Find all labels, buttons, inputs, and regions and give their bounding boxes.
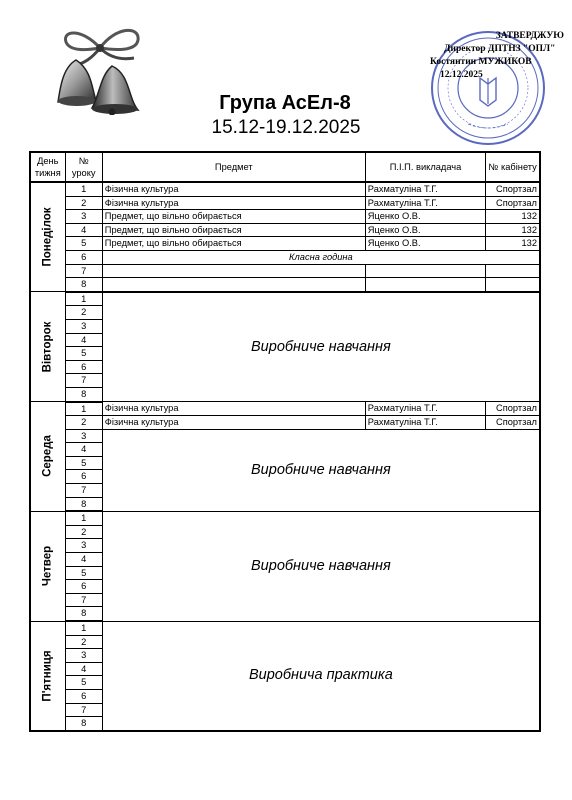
day-name: Середа <box>41 435 54 478</box>
group-title: Група АсЕл-8 <box>219 92 351 114</box>
day-cell <box>30 292 65 402</box>
date-range: 15.12-19.12.2025 <box>211 117 361 138</box>
lesson-number: 6 <box>65 689 102 703</box>
lesson-number: 1 <box>65 621 102 635</box>
table-row <box>30 250 540 264</box>
table-row <box>30 278 540 292</box>
block-activity-cell: Виробниче навчання <box>102 429 540 511</box>
lesson-number: 7 <box>65 703 102 717</box>
table-row <box>30 402 540 416</box>
table-row <box>30 264 540 278</box>
lesson-number: 8 <box>65 607 102 621</box>
table-row <box>30 237 540 251</box>
room-cell: 132 <box>486 223 540 237</box>
approval-block <box>426 30 568 82</box>
lesson-number: 7 <box>65 484 102 498</box>
room-cell: Спортзал <box>486 402 540 416</box>
lesson-number: 2 <box>65 196 102 210</box>
day-name: П'ятниця <box>41 650 54 702</box>
lesson-number: 6 <box>65 250 102 264</box>
room-cell: Спортзал <box>486 416 540 430</box>
lesson-number: 6 <box>65 360 102 374</box>
day-cell <box>30 402 65 512</box>
table-row <box>30 511 540 525</box>
teacher-cell: Рахматуліна Т.Г. <box>365 182 485 196</box>
lesson-number: 1 <box>65 292 102 306</box>
block-activity-cell: Виробниче навчання <box>102 292 540 402</box>
table-row <box>30 429 540 443</box>
subject-cell: Фізична культура <box>102 182 365 196</box>
lesson-number: 3 <box>65 649 102 663</box>
teacher-cell <box>365 264 485 278</box>
lesson-number: 4 <box>65 553 102 567</box>
lesson-number: 3 <box>65 539 102 553</box>
room-cell: 132 <box>486 210 540 224</box>
subject-cell: Предмет, що вільно обирається <box>102 223 365 237</box>
subject-cell: Фізична культура <box>102 196 365 210</box>
lesson-number: 8 <box>65 278 102 292</box>
table-row <box>30 292 540 306</box>
table-row <box>30 416 540 430</box>
lesson-number: 6 <box>65 580 102 594</box>
teacher-cell <box>365 278 485 292</box>
lesson-number: 2 <box>65 306 102 320</box>
lesson-number: 5 <box>65 237 102 251</box>
day-name: Понеділок <box>41 207 54 267</box>
lesson-number: 6 <box>65 470 102 484</box>
lesson-number: 5 <box>65 566 102 580</box>
subject-cell <box>102 264 365 278</box>
lesson-number: 1 <box>65 511 102 525</box>
table-row <box>30 223 540 237</box>
subject-cell: Фізична культура <box>102 416 365 430</box>
day-cell <box>30 621 65 731</box>
header-lesson: № уроку <box>65 152 102 182</box>
lesson-number: 2 <box>65 635 102 649</box>
day-name: Четвер <box>41 545 54 587</box>
lesson-number: 2 <box>65 416 102 430</box>
lesson-number: 1 <box>65 182 102 196</box>
approval-heading: ЗАТВЕРДЖУЮ <box>495 31 564 41</box>
room-cell <box>486 264 540 278</box>
table-row <box>30 182 540 196</box>
lesson-number: 8 <box>65 387 102 401</box>
table-row <box>30 196 540 210</box>
class-hour-cell: Класна година <box>102 250 540 264</box>
lesson-number: 3 <box>65 429 102 443</box>
subject-cell: Предмет, що вільно обирається <box>102 210 365 224</box>
header-subject: Предмет <box>102 152 365 182</box>
lesson-number: 4 <box>65 443 102 457</box>
lesson-number: 5 <box>65 347 102 361</box>
teacher-cell: Рахматуліна Т.Г. <box>365 196 485 210</box>
schedule-table <box>29 151 541 732</box>
approval-position: Директор ДПТНЗ "ОПЛ" <box>444 44 556 54</box>
lesson-number: 3 <box>65 319 102 333</box>
block-activity-cell: Виробнича практика <box>102 621 540 731</box>
subject-cell: Предмет, що вільно обирається <box>102 237 365 251</box>
subject-cell: Фізична культура <box>102 402 365 416</box>
teacher-cell: Яценко О.В. <box>365 210 485 224</box>
lesson-number: 5 <box>65 676 102 690</box>
teacher-cell: Рахматуліна Т.Г. <box>365 402 485 416</box>
lesson-number: 5 <box>65 456 102 470</box>
lesson-number: 3 <box>65 210 102 224</box>
room-cell: Спортзал <box>486 196 540 210</box>
approval-name: Костянтин МУЖИКОВ <box>430 57 532 67</box>
header-day: День тижня <box>30 152 65 182</box>
lesson-number: 4 <box>65 662 102 676</box>
table-header-row <box>30 152 540 182</box>
table-row <box>30 621 540 635</box>
lesson-number: 8 <box>65 717 102 731</box>
lesson-number: 4 <box>65 333 102 347</box>
header-teacher: П.І.П. викладача <box>365 152 485 182</box>
teacher-cell: Рахматуліна Т.Г. <box>365 416 485 430</box>
day-name: Вівторок <box>41 321 54 372</box>
subject-cell <box>102 278 365 292</box>
block-activity-cell: Виробниче навчання <box>102 511 540 621</box>
lesson-number: 7 <box>65 593 102 607</box>
teacher-cell: Яценко О.В. <box>365 237 485 251</box>
lesson-number: 7 <box>65 264 102 278</box>
teacher-cell: Яценко О.В. <box>365 223 485 237</box>
lesson-number: 8 <box>65 497 102 511</box>
room-cell: Спортзал <box>486 182 540 196</box>
lesson-number: 7 <box>65 374 102 388</box>
lesson-number: 1 <box>65 402 102 416</box>
header-room: № кабінету <box>486 152 540 182</box>
room-cell <box>486 278 540 292</box>
table-row <box>30 210 540 224</box>
room-cell: 132 <box>486 237 540 251</box>
lesson-number: 2 <box>65 525 102 539</box>
day-cell <box>30 511 65 621</box>
day-cell <box>30 182 65 292</box>
approval-date: 12.12.2025 <box>440 70 483 80</box>
lesson-number: 4 <box>65 223 102 237</box>
